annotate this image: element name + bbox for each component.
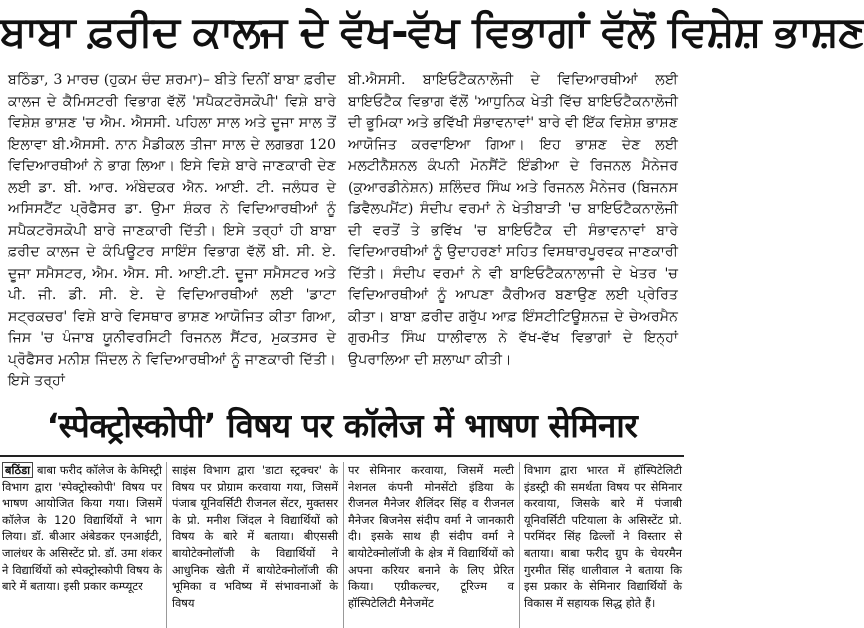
bottom-article-text-1: बाबा फरीद कॉलेज के केमिस्ट्री विभाग द्वारा 'स्पेक्ट्रोस्कोपी' विषय पर भाषण आयोजित किया गया। जिसमें कॉलेज के 120 विद्यार्थियों ने भाग लिया। डॉ. बीआर अंबेडकर एनआईटी, जालंधर के असिस्टेंट प्रो. डॉ. उमा शंकर ने विद्यार्थियों को स्पेक्ट्रोस्कोपी विषय के बारे में बताया। इसी प्रकार कम्प्यूटर <box>2 463 162 594</box>
column-divider <box>343 462 344 628</box>
headline-divider <box>0 455 684 457</box>
dateline: बठिंडा <box>2 462 33 478</box>
top-article-column-2 <box>348 70 678 394</box>
column-divider <box>519 462 520 628</box>
bottom-article-column-3 <box>348 462 514 628</box>
bottom-headline: ‘स्पेक्ट्रोस्कोपी’ विषय पर कॉलेज में भाषण सेमिनार <box>46 406 638 445</box>
top-article-column-1 <box>8 70 336 394</box>
bottom-article-text-2: साइंस विभाग द्वारा 'डाटा स्ट्रक्चर' के विषय पर प्रोग्राम करवाया गया, जिसमें पंजाब यूनिवर्सिटी रीजनल सेंटर, मुक्तसर के प्रो. मनीश जिंदल ने विद्यार्थियों को विषय के बारे में बताया। बीएससी बायोटेक्नोलॉजी के विद्यार्थियों ने आधुनिक खेती में बायोटेक्नोलॉजी की भूमिका व भविष्य में संभावनाओं के विषय <box>172 463 338 610</box>
bottom-article-column-1 <box>2 462 162 628</box>
top-headline: ਬਾਬਾ ਫ਼ਰੀਦ ਕਾਲਜ ਦੇ ਵੱਖ-ਵੱਖ ਵਿਭਾਗਾਂ ਵੱਲੋਂ ਵਿਸ਼ੇਸ਼ ਭਾਸ਼ਣ <box>0 7 864 56</box>
column-divider <box>166 462 167 628</box>
top-article-text-2: ਬੀ.ਐਸਸੀ. ਬਾਇਓਟੈਕਨਾਲੋਜੀ ਦੇ ਵਿਦਿਆਰਥੀਆਂ ਲਈ ਬਾਇਓਟੈਕ ਵਿਭਾਗ ਵੱਲੋਂ 'ਆਧੁਨਿਕ ਖੇਤੀ ਵਿੱਚ ਬਾਇਓਟੈਕਨਾਲੋਜੀ ਦੀ ਭੂਮਿਕਾ ਅਤੇ ਭਵਿੱਖੀ ਸੰਭਾਵਨਾਵਾਂ' ਬਾਰੇ ਵੀ ਇੱਕ ਵਿਸ਼ੇਸ਼ ਭਾਸ਼ਣ ਆਯੋਜਿਤ ਕਰਵਾਇਆ ਗਿਆ। ਇਹ ਭਾਸ਼ਣ ਦੇਣ ਲਈ ਮਲਟੀਨੈਸ਼ਨਲ ਕੰਪਨੀ ਮੋਨਸੈਂਟੋ ਇੰਡੀਆ ਦੇ ਰਿਜਨਲ ਮੈਨੇਜਰ (ਕੁਆਰਡੀਨੇਸ਼ਨ) ਸ਼ਲਿੰਦਰ ਸਿੰਘ ਅਤੇ ਰਿਜਨਲ ਮੈਨੇਜਰ (ਬਿਜਨਸ ਡਿਵੈਲਪਮੈਂਟ) ਸੰਦੀਪ ਵਰਮਾਂ ਨੇ ਖੇਤੀਬਾੜੀ 'ਚ ਬਾਇਓਟੈਕਨਾਲੋਜੀ ਦੀ ਵਰਤੋਂ ਤੇ ਭਵਿੱਖ 'ਚ ਬਾਇਓਟੈਕ ਦੀ ਸੰਭਾਵਨਾਵਾਂ ਬਾਰੇ ਵਿਦਿਆਰਥੀਆਂ ਨੂੰ ਉਦਾਹਰਣਾਂ ਸਹਿਤ ਵਿਸਥਾਰਪੂਰਵਕ ਜਾਣਕਾਰੀ ਦਿੱਤੀ। ਸੰਦੀਪ ਵਰਮਾਂ ਨੇ ਵੀ ਬਾਇਓਟੈਕਨਾਲਾਜੀ ਦੇ ਖੇਤਰ 'ਚ ਵਿਦਿਆਰਥੀਆਂ ਨੂੰ ਆਪਣਾ ਕੈਰੀਅਰ ਬਣਾਉਣ ਲਈ ਪ੍ਰੇਰਿਤ ਕੀਤਾ। ਬਾਬਾ ਫ਼ਰੀਦ ਗਰੁੱਪ ਆਫ਼ ਇੰਸਟੀਟਿਊਸ਼ਨਜ਼ ਦੇ ਚੇਅਰਮੈਨ ਗੁਰਮੀਤ ਸਿੰਘ ਧਾਲੀਵਾਲ ਨੇ ਵੱਖ-ਵੱਖ ਵਿਭਾਗਾਂ ਦੇ ਇਨ੍ਹਾਂ ਉਪਰਾਲਿਆ ਦੀ ਸ਼ਲਾਘਾ ਕੀਤੀ। <box>348 72 678 368</box>
bottom-article-column-4 <box>524 462 682 628</box>
top-article-text-1: ਬਠਿੰਡਾ, 3 ਮਾਰਚ (ਹੁਕਮ ਚੰਦ ਸ਼ਰਮਾ)– ਬੀਤੇ ਦਿਨੀਂ ਬਾਬਾ ਫ਼ਰੀਦ ਕਾਲਜ ਦੇ ਕੈਮਿਸਟਰੀ ਵਿਭਾਗ ਵੱਲੋਂ 'ਸਪੈਕਟਰੋਸਕੋਪੀ' ਵਿਸ਼ੇ ਬਾਰੇ ਵਿਸ਼ੇਸ਼ ਭਾਸ਼ਣ 'ਚ ਐਮ. ਐਸਸੀ. ਪਹਿਲਾ ਸਾਲ ਅਤੇ ਦੂਜਾ ਸਾਲ ਤੋਂ ਇਲਾਵਾ ਬੀ.ਐਸਸੀ. ਨਾਨ ਮੈਡੀਕਲ ਤੀਜਾ ਸਾਲ ਦੇ ਲਗਭਗ 120 ਵਿਦਿਆਰਥੀਆਂ ਨੇ ਭਾਗ ਲਿਆ। ਇਸੇ ਵਿਸ਼ੇ ਬਾਰੇ ਜਾਣਕਾਰੀ ਦੇਣ ਲਈ ਡਾ. ਬੀ. ਆਰ. ਅੰਬੇਦਕਰ ਐਨ. ਆਈ. ਟੀ. ਜਲੰਧਰ ਦੇ ਅਸਿਸਟੈਂਟ ਪ੍ਰੋਫੈਸਰ ਡਾ. ਉਮਾ ਸ਼ੰਕਰ ਨੇ ਵਿਦਿਆਰਥੀਆਂ ਨੂੰ ਸਪੈਕਟਰੋਸਕੋਪੀ ਬਾਰੇ ਜਾਣਕਾਰੀ ਦਿੱਤੀ। ਇਸੇ ਤਰ੍ਹਾਂ ਹੀ ਬਾਬਾ ਫ਼ਰੀਦ ਕਾਲਜ ਦੇ ਕੰਪਿਊਟਰ ਸਾਇੰਸ ਵਿਭਾਗ ਵੱਲੋਂ ਬੀ. ਸੀ. ਏ. ਦੂਜਾ ਸਮੈਸਟਰ, ਐਮ. ਐਸ. ਸੀ. ਆਈ.ਟੀ. ਦੂਜਾ ਸਮੈਸਟਰ ਅਤੇ ਪੀ. ਜੀ. ਡੀ. ਸੀ. ਏ. ਦੇ ਵਿਦਿਆਰਥੀਆਂ ਲਈ 'ਡਾਟਾ ਸਟ੍ਰਕਚਰ' ਵਿਸ਼ੇ ਬਾਰੇ ਵਿਸਥਾਰ ਭਾਸ਼ਣ ਆਯੋਜਿਤ ਕੀਤਾ ਗਿਆ, ਜਿਸ 'ਚ ਪੰਜਾਬ ਯੂਨੀਵਰਸਿਟੀ ਰਿਜਨਲ ਸੈਂਟਰ, ਮੁਕਤਸਰ ਦੇ ਪ੍ਰੋਫੈਸਰ ਮਨੀਸ਼ ਜਿੰਦਲ ਨੇ ਵਿਦਿਆਰਥੀਆਂ ਨੂੰ ਜਾਣਕਾਰੀ ਦਿੱਤੀ। ਇਸੇ ਤਰ੍ਹਾਂ <box>8 72 336 389</box>
bottom-article-column-2 <box>172 462 338 628</box>
bottom-article-text-3: पर सेमिनार करवाया, जिसमें मल्टी नेशनल कंपनी मोनसेंटो इंडिया के रीजनल मैनेजर शैलिंदर सिंह व रीजनल मैनेजर बिजनेस संदीप वर्मा ने जानकारी दी। इसके साथ ही संदीप वर्मा ने बायोटेक्नोलॉजी के क्षेत्र में विद्यार्थियों को अपना करियर बनाने के लिए प्रेरित किया। एग्रीकल्चर, टूरिज्म व हॉस्पिटेलिटी मैनेजमेंट <box>348 463 514 610</box>
bottom-article-text-4: विभाग द्वारा भारत में हॉस्पिटेलिटी इंडस्ट्री की समर्थता विषय पर सेमिनार करवाया, जिसके बारे में पंजाबी यूनिवर्सिटी पटियाला के असिस्टेंट प्रो. परमिंदर सिंह ढिल्लों ने विस्तार से बताया। बाबा फरीद ग्रुप के चेयरमैन गुरमीत सिंह धालीवाल ने बताया कि इस प्रकार के सेमिनार विद्यार्थियों के विकास में सहायक सिद्ध होते हैं। <box>524 463 682 610</box>
